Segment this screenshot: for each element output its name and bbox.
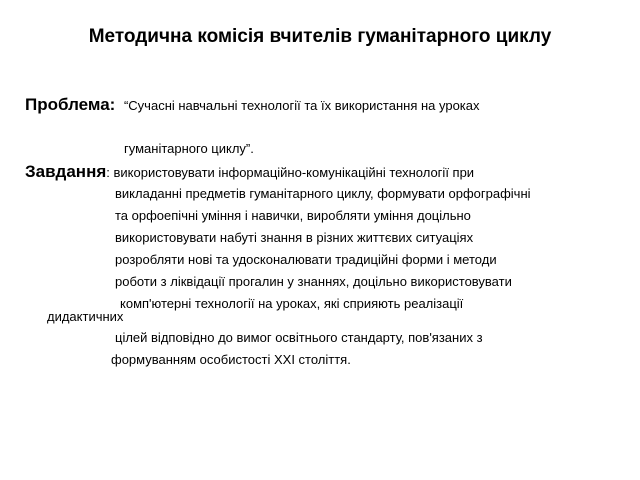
- task-heading: Завдання: [25, 162, 107, 181]
- task-text-line-10: формуванням особистості XXI століття.: [111, 352, 351, 367]
- problem-line-1: [25, 97, 480, 114]
- task-text-line-8: дидактичних: [47, 309, 124, 324]
- problem-heading: Проблема:: [25, 95, 116, 114]
- task-text-line-1: використовувати інформаційно-комунікаційні технології при: [113, 165, 475, 180]
- task-line-1: [25, 164, 474, 181]
- task-text-line-5: розробляти нові та удосконалювати традиційні форми і методи: [115, 252, 497, 267]
- slide-title: Методична комісія вчителів гуманітарного циклу: [88, 26, 552, 47]
- task-text-line-9: цілей відповідно до вимог освітнього стандарту, пов'язаних з: [115, 330, 483, 345]
- task-text-line-3: та орфоепічні уміння і навички, виробляти уміння доцільно: [115, 208, 471, 223]
- task-text-line-2: викладанні предметів гуманітарного циклу, формувати орфографічні: [115, 186, 531, 201]
- problem-text-line-1: “Сучасні навчальні технології та їх використання на уроках: [123, 98, 480, 113]
- task-text-line-6: роботи з ліквідації прогалин у знаннях, доцільно використовувати: [115, 274, 512, 289]
- problem-text-line-2: гуманітарного циклу”.: [124, 141, 254, 156]
- task-text-line-4: використовувати набуті знання в різних життєвих ситуаціях: [115, 230, 474, 245]
- task-text-line-7: комп'ютерні технології на уроках, які сприяють реалізації: [120, 296, 464, 311]
- task-heading-colon: :: [106, 165, 110, 180]
